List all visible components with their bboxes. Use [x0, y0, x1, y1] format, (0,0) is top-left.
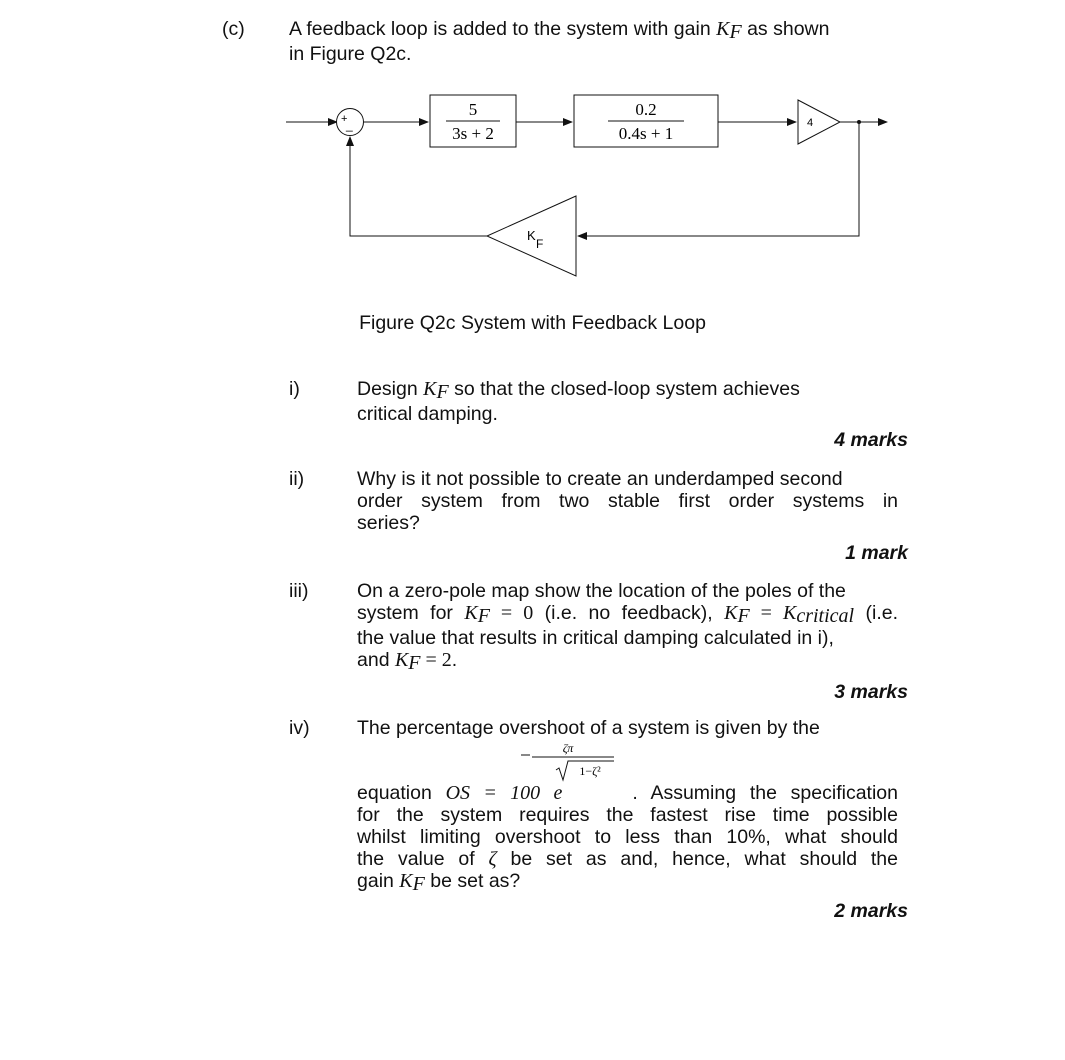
exponent-numerator: ζπ	[562, 741, 574, 755]
part-i-marks: 4 marks	[834, 429, 908, 451]
part-iii-label: iii)	[289, 580, 309, 602]
part-ii-marks: 1 mark	[845, 542, 908, 564]
feedback-gain-label: K	[527, 228, 536, 243]
part-i-text: Design $K_F$ so that the closed-loop system achieves critical damping.	[357, 378, 800, 425]
part-i-label: i)	[289, 378, 300, 400]
overshoot-exponent	[518, 740, 618, 785]
sum-plus-sign: +	[341, 113, 348, 125]
part-iv-marks: 2 marks	[834, 900, 908, 922]
block-diagram	[0, 0, 1065, 300]
part-iii-marks: 3 marks	[834, 681, 908, 703]
block2-denominator: 0.4s + 1	[618, 124, 674, 143]
exponent-denominator: 1−ζ²	[579, 764, 601, 778]
feedback-gain-subscript: F	[536, 237, 544, 251]
block2-numerator: 0.2	[635, 100, 657, 119]
question-intro: A feedback loop is added to the system with gain $K_F$ as shown in Figure Q2c.	[289, 18, 830, 65]
question-label: (c)	[222, 18, 245, 40]
part-iv-label: iv)	[289, 717, 310, 739]
figure-caption: Figure Q2c System with Feedback Loop	[359, 312, 706, 334]
part-iii-text: On a zero-pole map show the location of the poles of the system for $K_F = 0$ (i.e. no feedback), $K_F = K_{critical}$ (i.e. the value that results in critical damping calculated in i), and $K_F = 2$.	[357, 580, 899, 674]
branch-point	[857, 120, 861, 124]
block1-denominator: 3s + 2	[452, 124, 494, 143]
part-iv-text: equation OS = 100 e . Assuming the specification for the system requires the fastest rise time possible whilst limiting overshoot to less than 10%, what should the value of ζ be set as and, hence, what should the gain $K_F$ be set as?	[357, 782, 898, 895]
part-ii-text: Why is it not possible to create an underdamped second order system from two stable first order systems in series?	[357, 468, 898, 534]
sum-minus-sign: _	[346, 118, 353, 132]
block1-numerator: 5	[468, 100, 478, 119]
forward-gain-block	[798, 100, 840, 144]
part-iv-line1: The percentage overshoot of a system is given by the	[357, 717, 820, 739]
forward-gain-value: 4	[806, 117, 814, 129]
feedback-line-out	[350, 137, 487, 236]
part-ii-label: ii)	[289, 468, 305, 490]
